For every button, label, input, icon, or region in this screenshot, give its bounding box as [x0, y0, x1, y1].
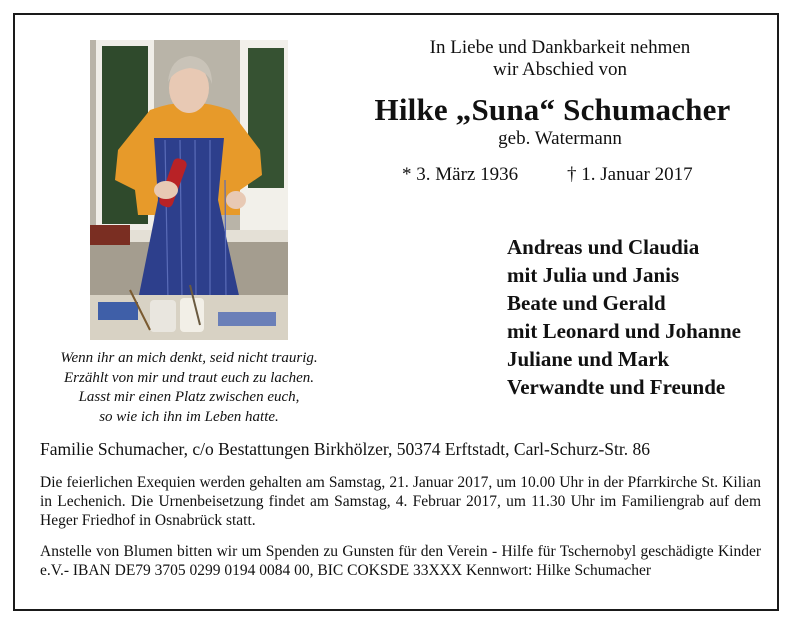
death-date: † 1. Januar 2017 [567, 164, 693, 185]
poem-line: Erzählt von mir und traut euch zu lachen. [64, 369, 314, 386]
mourner-line: Verwandte und Freunde [507, 375, 726, 399]
poem-line: so wie ich ihn im Leben hatte. [99, 408, 279, 425]
poem-line: Wenn ihr an mich denkt, seid nicht traurig. [60, 350, 318, 366]
donation-paragraph: Anstelle von Blumen bitten wir um Spenden zu Gunsten für den Verein - Hilfe für Tschernobyl geschädigte Kinder e.V.- IBAN DE79 3705 0299 0194 0084 00, BIC COKSDE 33XXX Kennwort: Hilke Schumacher [40, 543, 761, 579]
intro-line: In Liebe und Dankbarkeit nehmen [429, 37, 691, 58]
family-address: Familie Schumacher, c/o Bestattungen Birkhölzer, 50374 Erftstadt, Carl-Schurz-Str. 86 [40, 439, 650, 459]
birth-date: * 3. März 1936 [402, 164, 519, 185]
intro-text [340, 37, 780, 81]
mourner-line: mit Leonard und Johanne [507, 319, 741, 343]
deceased-name: Hilke „Suna“ Schumacher [374, 92, 731, 127]
mourner-line: Juliane und Mark [507, 347, 670, 371]
mourner-line: mit Julia und Janis [507, 263, 680, 287]
mourners-list [507, 233, 741, 401]
portrait-photo [90, 40, 288, 340]
birth-name: geb. Watermann [498, 128, 622, 149]
mourner-line: Beate und Gerald [507, 291, 666, 315]
poem [30, 349, 348, 427]
intro-line: wir Abschied von [492, 59, 628, 80]
service-paragraph: Die feierlichen Exequien werden gehalten am Samstag, 21. Januar 2017, um 10.00 Uhr in der Pfarrkirche St. Kilian in Lechenich. Die Urnenbeisetzung findet am Samstag, 4. Februar 2017, um 11.30 Uhr im Familiengrab auf dem Heger Friedhof in Osnabrück statt. [40, 474, 761, 529]
mourner-line: Andreas und Claudia [507, 235, 700, 259]
poem-line: Lasst mir einen Platz zwischen euch, [78, 389, 300, 405]
